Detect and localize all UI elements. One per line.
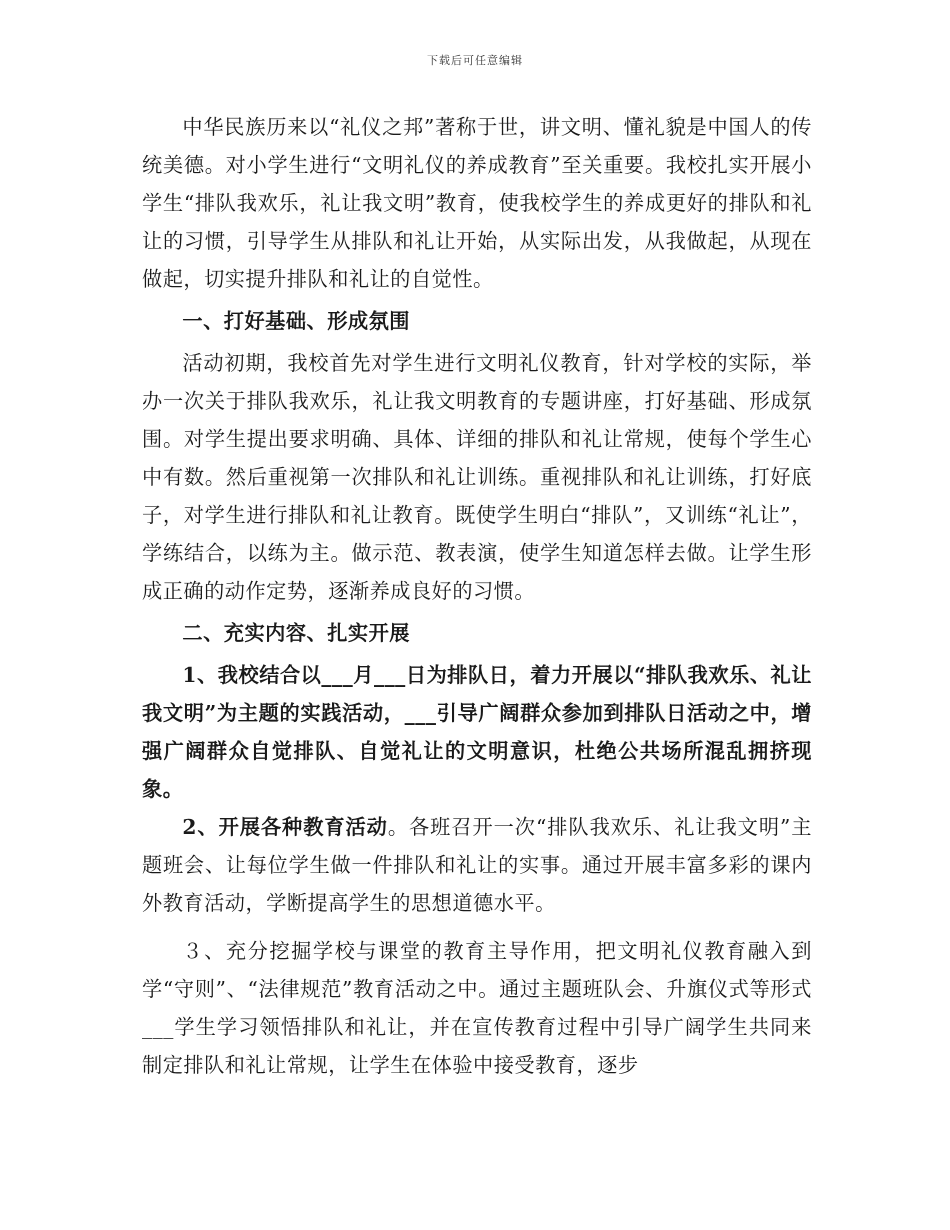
section-heading-2: 二、充实内容、扎实开展 bbox=[182, 621, 410, 645]
item-2-paragraph bbox=[142, 808, 812, 922]
section-1-paragraph: 活动初期，我校首先对学生进行文明礼仪教育，针对学校的实际，举办一次关于排队我欢乐，礼让我文明教育的专题讲座，打好基础、形成氛围。对学生提出要求明确、具体、详细的排队和礼让常规，使每个学生心中有数。然后重视第一次排队和礼让训练。重视排队和礼让训练，打好底子，对学生进行排队和礼让教育。既使学生明白“排队”，又训练“礼让”，学练结合，以练为主。做示范、教表演，使学生知道怎样去做。让学生形成正确的动作定势，逐渐养成良好的习惯。 bbox=[142, 351, 812, 603]
item-3-paragraph: ３、充分挖掘学校与课堂的教育主导作用，把文明礼仪教育融入到学“守则”、“法律规范”教育活动之中。通过主题班队会、升旗仪式等形式___学生学习领悟排队和礼让，并在宣传教育过程中引导广阔学生共同来制定排队和礼让常规，让学生在体验中接受教育，逐步 bbox=[142, 939, 812, 1077]
page-header: 下载后可任意编辑 bbox=[427, 54, 523, 67]
section-heading-1: 一、打好基础、形成氛围 bbox=[182, 309, 410, 333]
item-2-lead: 2、开展各种教育活动 bbox=[182, 815, 388, 839]
item-1-paragraph: 1、我校结合以___月___日为排队日，着力开展以“排队我欢乐、礼让我文明”为主题的实践活动，___引导广阔群众参加到排队日活动之中，增强广阔群众自觉排队、自觉礼让的文明意识，杜绝公共场所混乱拥挤现象。 bbox=[142, 663, 812, 801]
item-2-text: 。各班召开一次“排队我欢乐、礼让我文明”主题班会、让每位学生做一件排队和礼让的实事。通过开展丰富多彩的课内外教育活动，学断提高学生的思想道德水平。 bbox=[142, 815, 812, 915]
intro-paragraph: 中华民族历来以“礼仪之邦”著称于世，讲文明、懂礼貌是中国人的传统美德。对小学生进行“文明礼仪的养成教育”至关重要。我校扎实开展小学生“排队我欢乐，礼让我文明”教育，使我校学生的养成更好的排队和礼让的习惯，引导学生从排队和礼让开始，从实际出发，从我做起，从现在做起，切实提升排队和礼让的自觉性。 bbox=[142, 115, 812, 291]
document-body bbox=[142, 108, 812, 1084]
